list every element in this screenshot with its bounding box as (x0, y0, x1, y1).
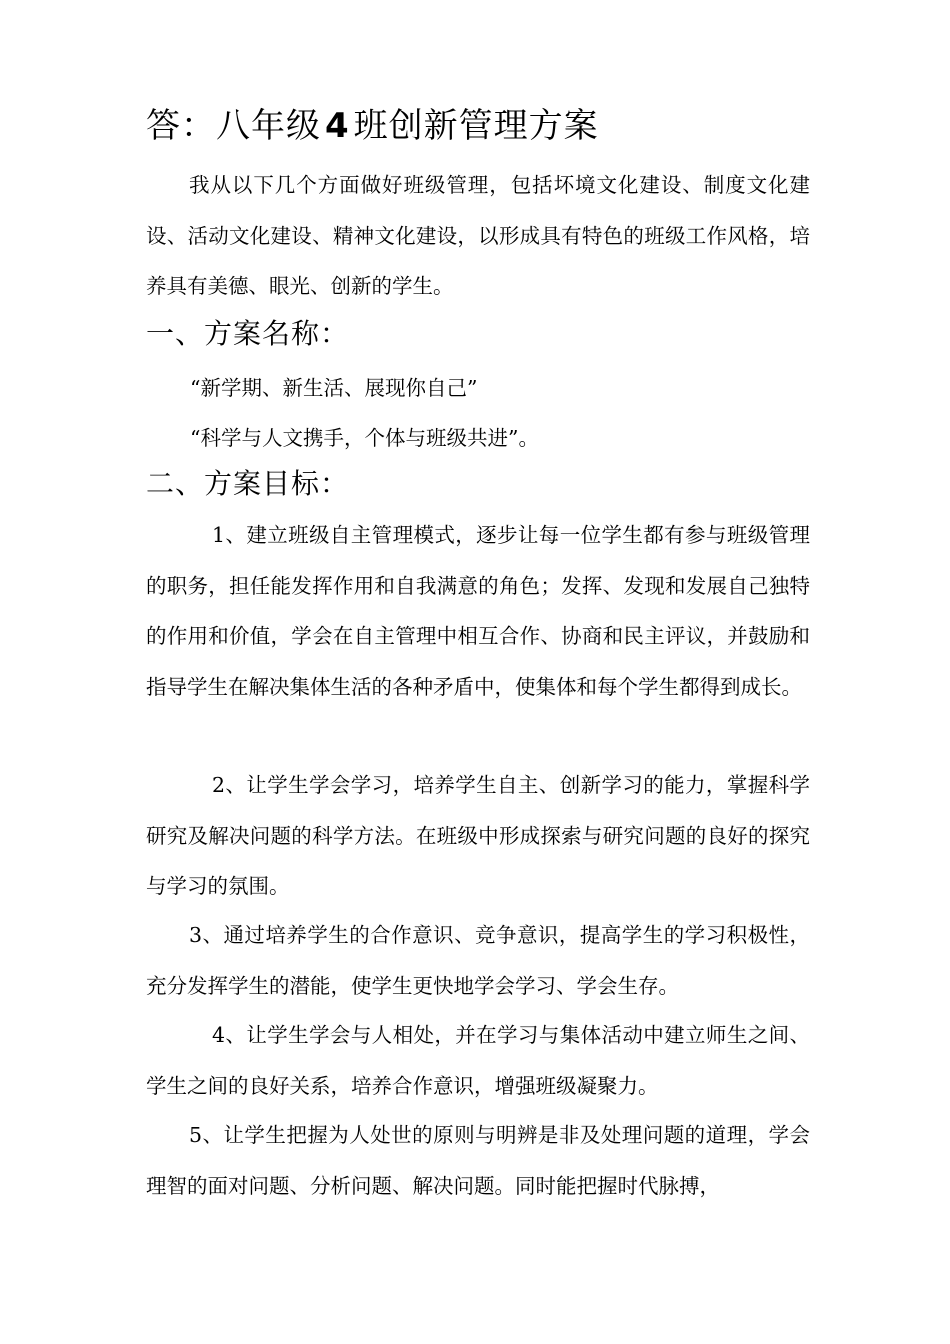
goal-paragraph-2: 2、让学生学会学习，培养学生自主、创新学习的能力，掌握科学研究及解决问题的科学方法。在班级中形成探索与研究问题的良好的探究与学习的氛围。 (146, 773, 810, 898)
quote-line-2: “科学与人文携手，个体与班级共进”。 (190, 426, 539, 450)
title-number: 4 (325, 106, 350, 146)
goal-paragraph-3: 3、通过培养学生的合作意识、竞争意识，提高学生的学习积极性，充分发挥学生的潜能，使学生更快地学会学习、学会生存。 (146, 923, 810, 998)
intro-paragraph: 我从以下几个方面做好班级管理，包括坏境文化建设、制度文化建设、活动文化建设、精神文化建设，以形成具有特色的班级工作风格，培养具有美德、眼光、创新的学生。 (146, 173, 810, 298)
goal-paragraph-5: 5、让学生把握为人处世的原则与明辨是非及处理问题的道理，学会理智的面对问题、分析问题、解决问题。同时能把握时代脉搏， (146, 1123, 810, 1198)
goal-paragraph-4: 4、让学生学会与人相处，并在学习与集体活动中建立师生之间、学生之间的良好关系，培养合作意识，增强班级凝聚力。 (146, 1023, 810, 1098)
goal-paragraph-1: 1、建立班级自主管理模式，逐步让每一位学生都有参与班级管理的职务，担任能发挥作用和自我满意的角色；发挥、发现和发展自己独特的作用和价值，学会在自主管理中相互合作、协商和民主评议，并鼓励和指导学生在解决集体生活的各种矛盾中，使集体和每个学生都得到成长。 (146, 523, 810, 699)
title-suffix: 班创新管理方案 (353, 106, 599, 146)
section2-heading: 二、方案目标： (146, 467, 350, 500)
quote-line-1: “新学期、新生活、展现你自己” (190, 376, 478, 400)
section1-heading: 一、方案名称： (146, 317, 350, 350)
document-title (146, 98, 599, 147)
title-prefix: 答：八年级 (146, 106, 321, 146)
